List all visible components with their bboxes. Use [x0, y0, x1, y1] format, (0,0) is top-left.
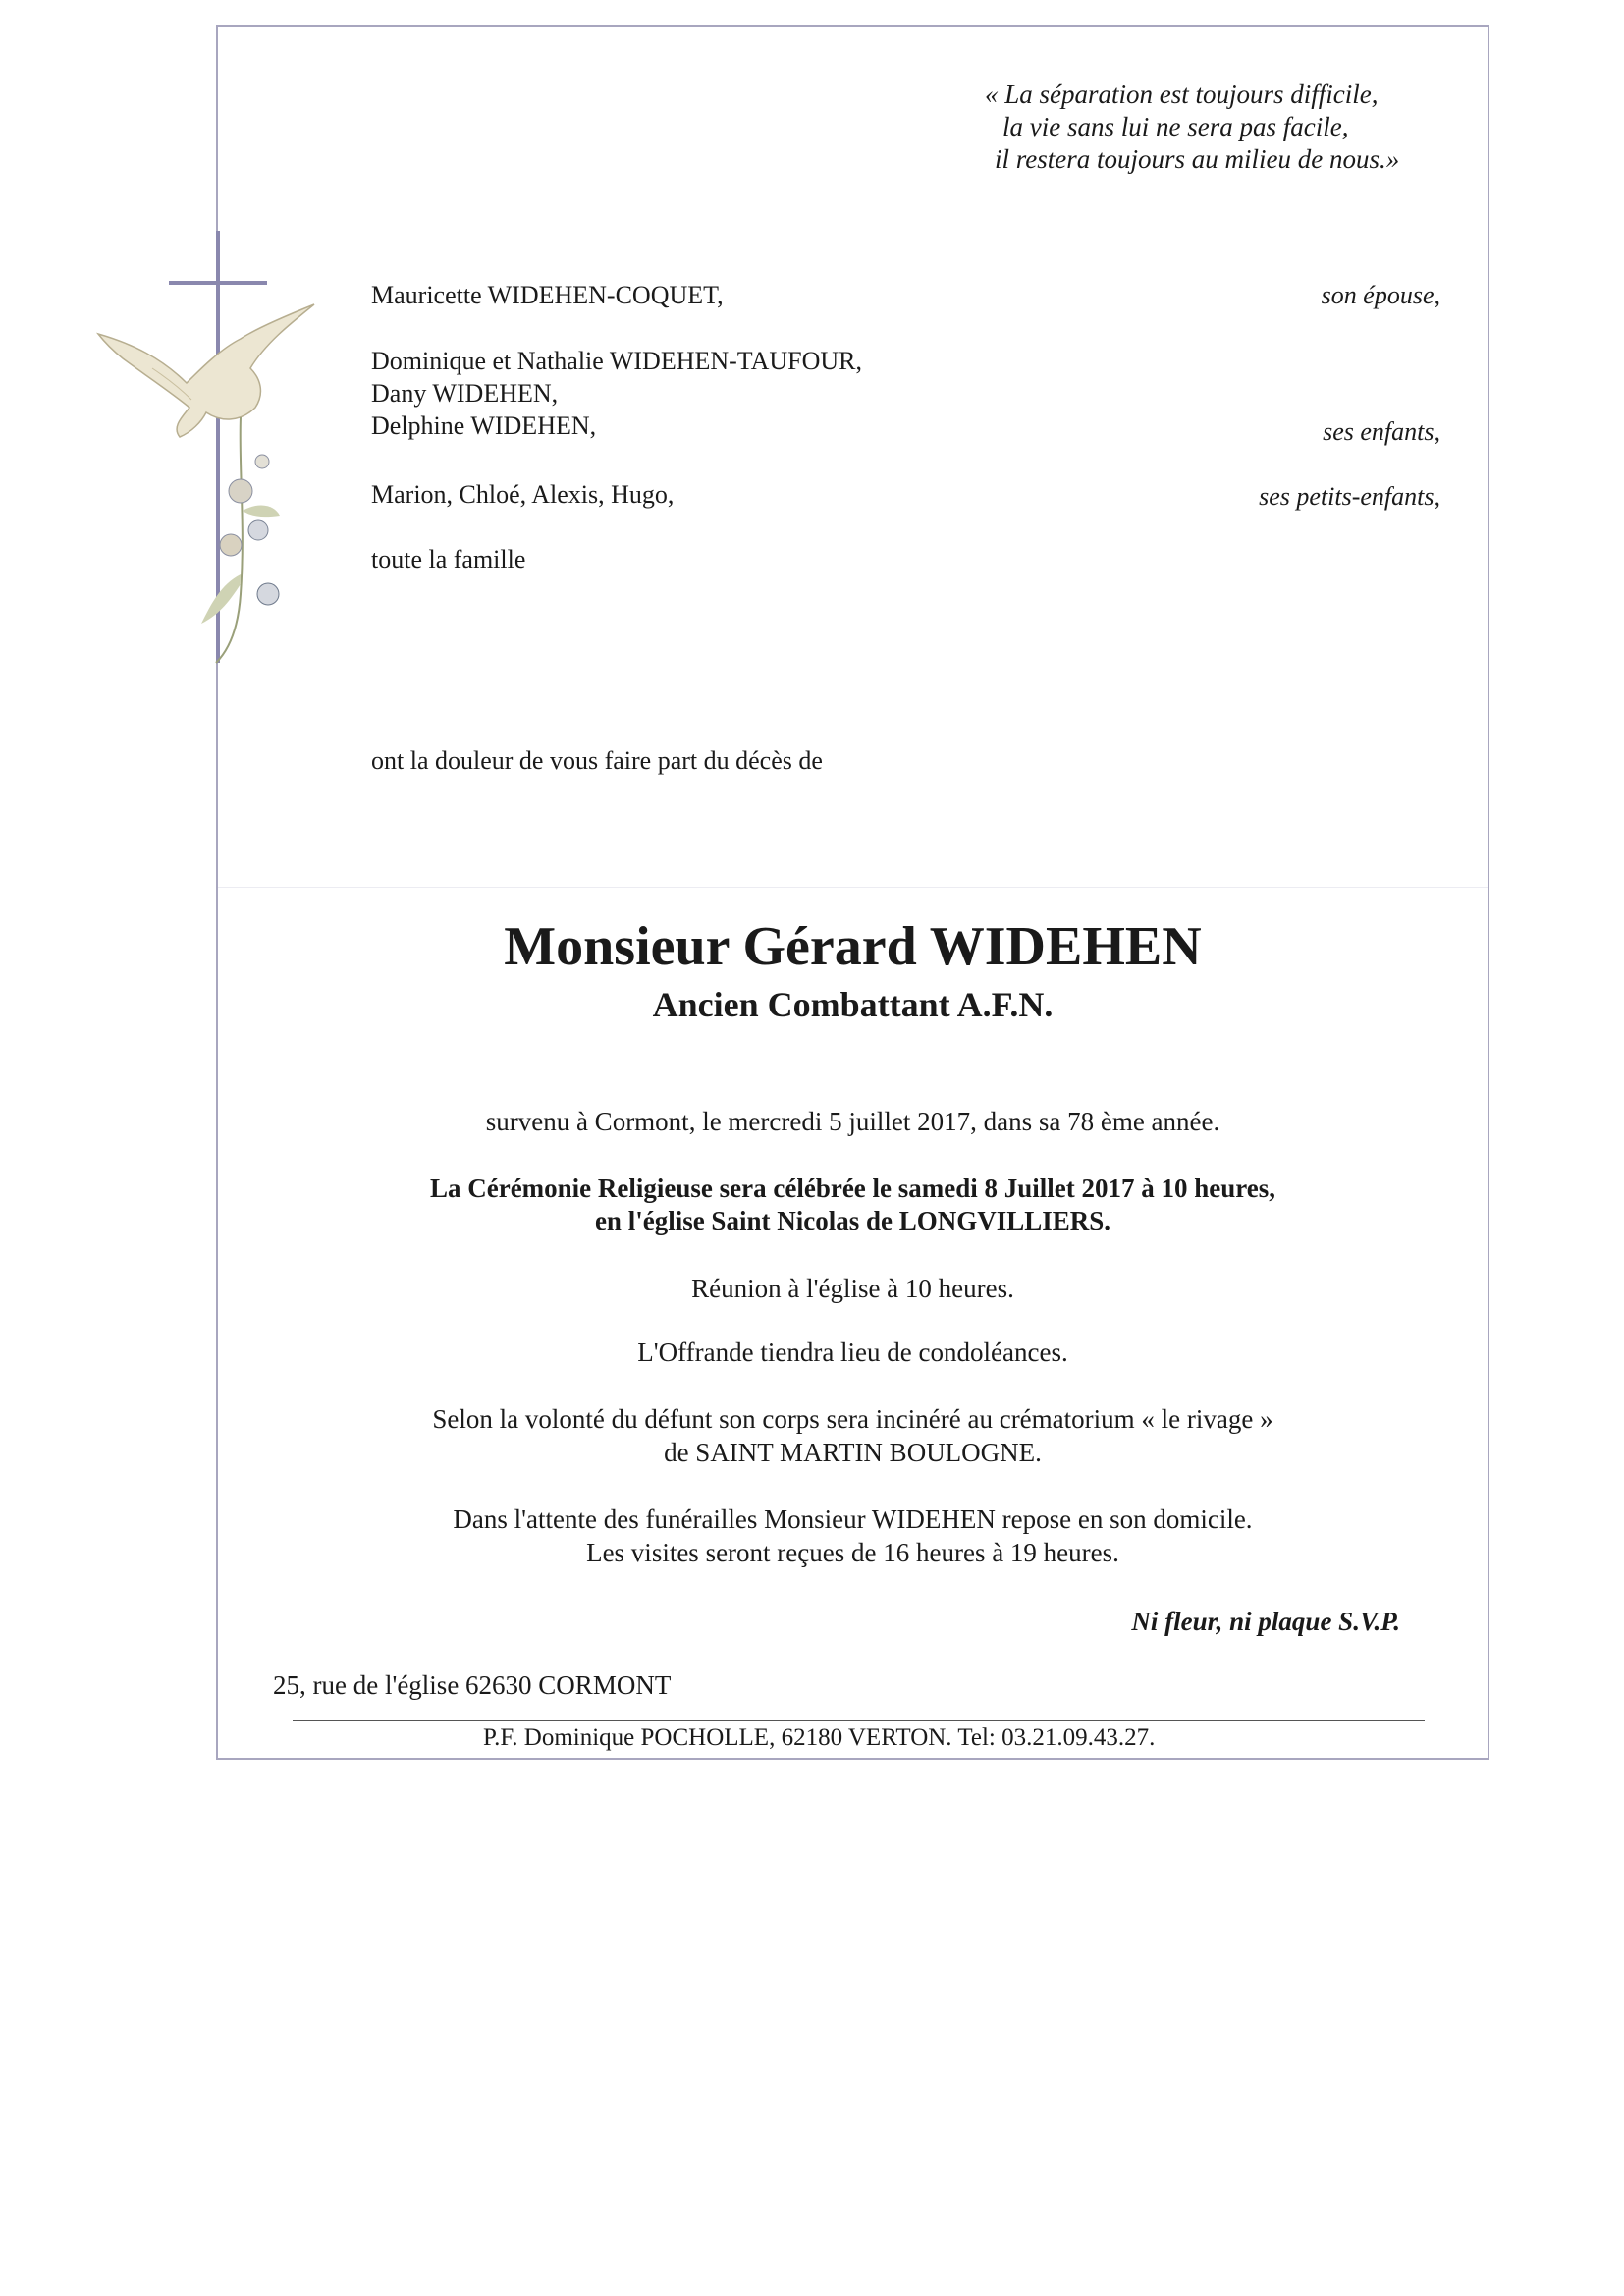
ceremony-line-1: La Cérémonie Religieuse sera célébrée le samedi 8 Juillet 2017 à 10 heures, [429, 1174, 1276, 1203]
children-role: ses enfants, [1323, 417, 1440, 446]
cremation-line-1: Selon la volonté du défunt son corps sera incinéré au crématorium « le rivage » [432, 1404, 1273, 1434]
funeral-home: P.F. Dominique POCHOLLE, 62180 VERTON. Tel: 03.21.09.43.27. [483, 1724, 1156, 1751]
death-details: survenu à Cormont, le mercredi 5 juillet 2017, dans sa 78 ème année. [485, 1107, 1220, 1136]
intro-text: ont la douleur de vous faire part du décès de [371, 746, 823, 775]
reunion-text: Réunion à l'église à 10 heures. [691, 1274, 1014, 1303]
child-3: Delphine WIDEHEN, [371, 411, 597, 440]
address: 25, rue de l'église 62630 CORMONT [273, 1670, 672, 1700]
repose-line-1: Dans l'attente des funérailles Monsieur WIDEHEN repose en son domicile. [453, 1504, 1253, 1534]
flowers-note: Ni fleur, ni plaque S.V.P. [1131, 1607, 1400, 1636]
cremation-line-2: de SAINT MARTIN BOULOGNE. [664, 1438, 1042, 1467]
dove-flower-icon [93, 300, 329, 673]
cross-bar [169, 281, 267, 285]
fold-line [218, 887, 1488, 888]
quote-line-3: il restera toujours au milieu de nous.» [995, 144, 1400, 174]
deceased-title: Ancien Combattant A.F.N. [652, 985, 1054, 1024]
child-2: Dany WIDEHEN, [371, 379, 559, 408]
quote-line-2: la vie sans lui ne sera pas facile, [1002, 112, 1349, 141]
spouse-name: Mauricette WIDEHEN-COQUET, [371, 281, 724, 309]
family-all: toute la famille [371, 545, 526, 574]
footer-separator [293, 1720, 1425, 1721]
ceremony-line-2: en l'église Saint Nicolas de LONGVILLIERS. [594, 1206, 1111, 1235]
offrande-text: L'Offrande tiendra lieu de condoléances. [637, 1338, 1068, 1367]
grandchildren: Marion, Chloé, Alexis, Hugo, [371, 480, 675, 509]
quote-line-1: « La séparation est toujours difficile, [985, 80, 1379, 109]
spouse-role: son épouse, [1321, 281, 1440, 309]
repose-line-2: Les visites seront reçues de 16 heures à 19 heures. [586, 1538, 1119, 1567]
grandchildren-role: ses petits-enfants, [1259, 482, 1440, 511]
child-1: Dominique et Nathalie WIDEHEN-TAUFOUR, [371, 347, 863, 375]
deceased-name: Monsieur Gérard WIDEHEN [504, 916, 1202, 977]
